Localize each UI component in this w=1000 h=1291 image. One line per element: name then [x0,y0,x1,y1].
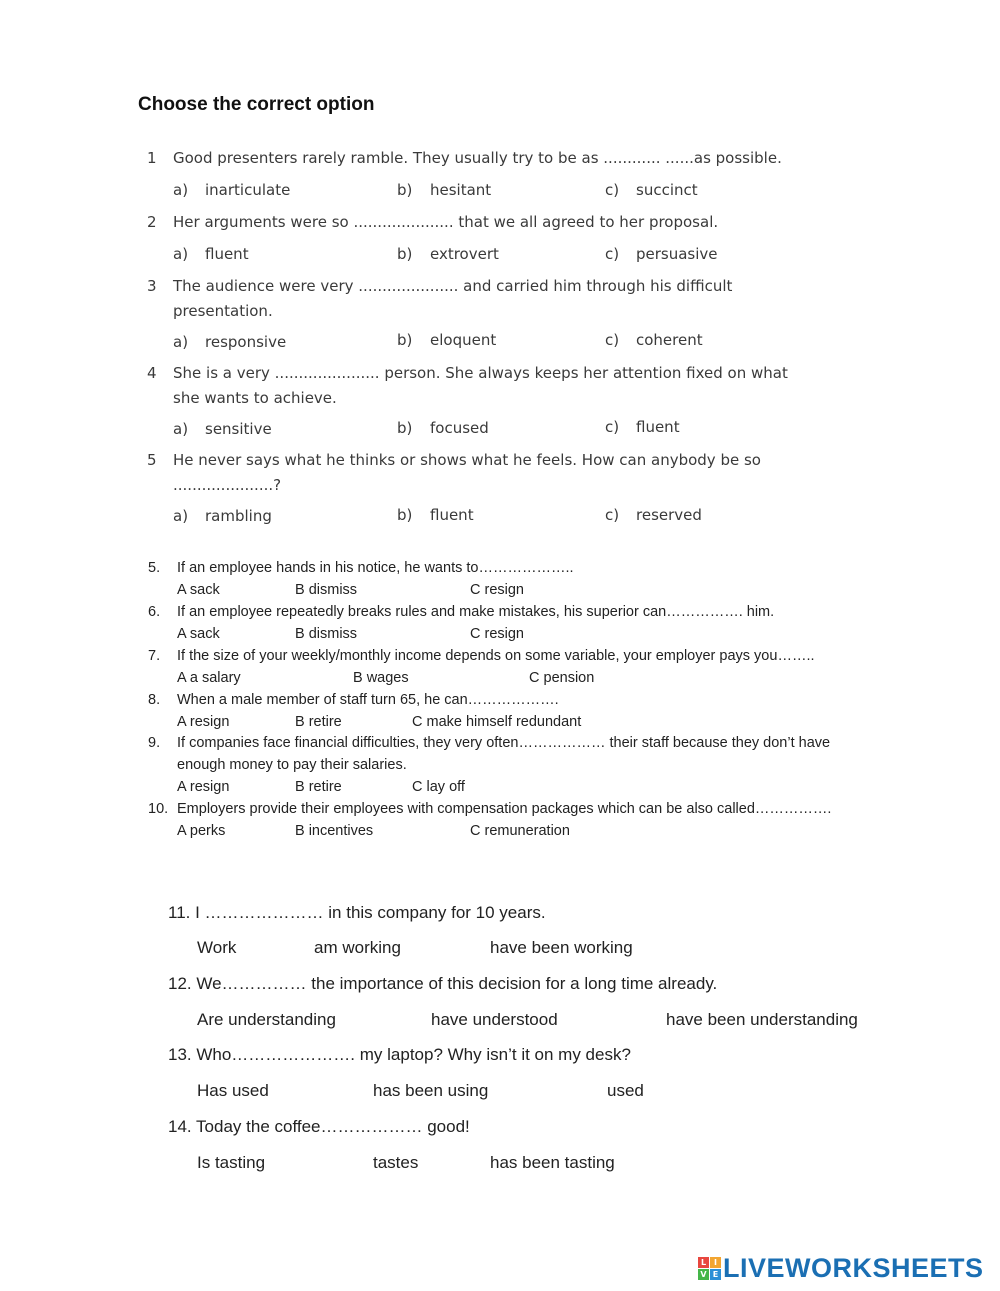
option-b[interactable]: tastes [373,1153,419,1172]
option-b[interactable]: B dismiss [295,626,358,642]
question-number: 9. [148,735,161,751]
option-b[interactable]: B retire [295,714,342,730]
question-text: If an employee repeatedly breaks rules and make mistakes, his superior can……………. him. [177,604,775,620]
question-number: 8. [148,692,161,708]
question-text-cont: she wants to achieve. [173,389,337,407]
question-text: If companies face financial difficulties, they very often……………… their staff because they don’t have [177,735,831,751]
option-c[interactable]: coherent [636,331,703,349]
option-c[interactable]: C lay off [412,779,465,795]
option-a[interactable]: A perks [177,823,226,839]
question-number: 5. [148,560,161,576]
question-text: She is a very ...................... person. She always keeps her attention fixed on what [173,364,788,382]
question-text: Employers provide their employees with compensation packages which can be also called……………. [177,801,832,817]
question-number: 3 [147,277,157,295]
question-text: 11. I ………………… in this company for 10 years. [168,903,546,922]
option-label: b) [397,181,413,199]
logo-badge-letter: V [698,1269,709,1280]
question-text-cont: enough money to pay their salaries. [177,757,407,773]
option-label: b) [397,245,413,263]
option-b[interactable]: focused [430,419,489,437]
option-a[interactable]: sensitive [205,420,272,438]
question-number: 4 [147,364,157,382]
option-c[interactable]: persuasive [636,245,718,263]
option-label: c) [605,418,620,436]
option-c[interactable]: have been understanding [666,1010,858,1029]
option-b[interactable]: extrovert [430,245,499,263]
option-label: a) [173,181,189,199]
question-number: 1 [147,149,157,167]
question-text: If an employee hands in his notice, he wants to……………….. [177,560,574,576]
option-c[interactable]: C remuneration [470,823,570,839]
option-b[interactable]: hesitant [430,181,492,199]
option-c[interactable]: C pension [529,670,595,686]
question-text: If the size of your weekly/monthly income depends on some variable, your employer pays you…….. [177,648,815,664]
option-c[interactable]: used [607,1081,644,1100]
option-label: c) [605,181,620,199]
option-a[interactable]: A resign [177,714,230,730]
option-label: a) [173,245,189,263]
option-a[interactable]: responsive [205,333,287,351]
question-number: 7. [148,648,161,664]
question-text: When a male member of staff turn 65, he can………………. [177,692,559,708]
option-b[interactable]: B dismiss [295,582,358,598]
option-c[interactable]: C resign [470,626,524,642]
question-text: He never says what he thinks or shows what he feels. How can anybody be so [173,451,761,469]
option-label: c) [605,506,620,524]
option-c[interactable]: have been working [490,938,633,957]
option-a[interactable]: A resign [177,779,230,795]
question-number: 6. [148,604,161,620]
option-b[interactable]: have understood [431,1010,558,1029]
option-b[interactable]: eloquent [430,331,497,349]
option-label: a) [173,507,189,525]
option-c[interactable]: C make himself redundant [412,714,582,730]
question-number: 10. [148,801,169,817]
option-a[interactable]: rambling [205,507,272,525]
logo-badge-icon [698,1257,721,1280]
option-label: b) [397,506,413,524]
option-a[interactable]: Work [197,938,237,957]
option-c[interactable]: has been tasting [490,1153,615,1172]
logo-text: LIVEWORKSHEETS [723,1253,984,1283]
option-a[interactable]: fluent [205,245,249,263]
option-b[interactable]: has been using [373,1081,489,1100]
option-label: b) [397,419,413,437]
question-text: 13. Who…………………. my laptop? Why isn’t it on my desk? [168,1045,631,1064]
logo-badge-letter: L [698,1257,709,1268]
option-b[interactable]: am working [314,938,401,957]
logo-badge-letter: E [710,1269,721,1280]
option-label: a) [173,420,189,438]
option-a[interactable]: Is tasting [197,1153,266,1172]
option-c[interactable]: reserved [636,506,702,524]
question-text-cont: presentation. [173,302,273,320]
option-b[interactable]: B incentives [295,823,374,839]
option-a[interactable]: A sack [177,582,220,598]
option-c[interactable]: succinct [636,181,698,199]
question-text-cont: .....................? [173,476,282,494]
option-b[interactable]: B wages [353,670,409,686]
option-label: a) [173,333,189,351]
question-number: 5 [147,451,157,469]
option-a[interactable]: A sack [177,626,220,642]
option-a[interactable]: inarticulate [205,181,291,199]
option-b[interactable]: fluent [430,506,474,524]
liveworksheets-logo [698,1253,984,1284]
question-text: 12. We…………… the importance of this decision for a long time already. [168,974,718,993]
option-c[interactable]: C resign [470,582,524,598]
option-label: b) [397,331,413,349]
option-label: c) [605,331,620,349]
question-number: 2 [147,213,157,231]
question-text: 14. Today the coffee……………… good! [168,1117,470,1136]
option-a[interactable]: Are understanding [197,1010,336,1029]
question-text: Good presenters rarely ramble. They usually try to be as ............ ......as possible. [173,149,782,167]
option-a[interactable]: A a salary [177,670,241,686]
question-text: The audience were very ..................... and carried him through his difficult [173,277,733,295]
option-b[interactable]: B retire [295,779,342,795]
option-c[interactable]: fluent [636,418,680,436]
logo-badge-letter: I [710,1257,721,1268]
page-title: Choose the correct option [138,94,375,115]
option-label: c) [605,245,620,263]
option-a[interactable]: Has used [197,1081,269,1100]
question-text: Her arguments were so ..................... that we all agreed to her proposal. [173,213,719,231]
